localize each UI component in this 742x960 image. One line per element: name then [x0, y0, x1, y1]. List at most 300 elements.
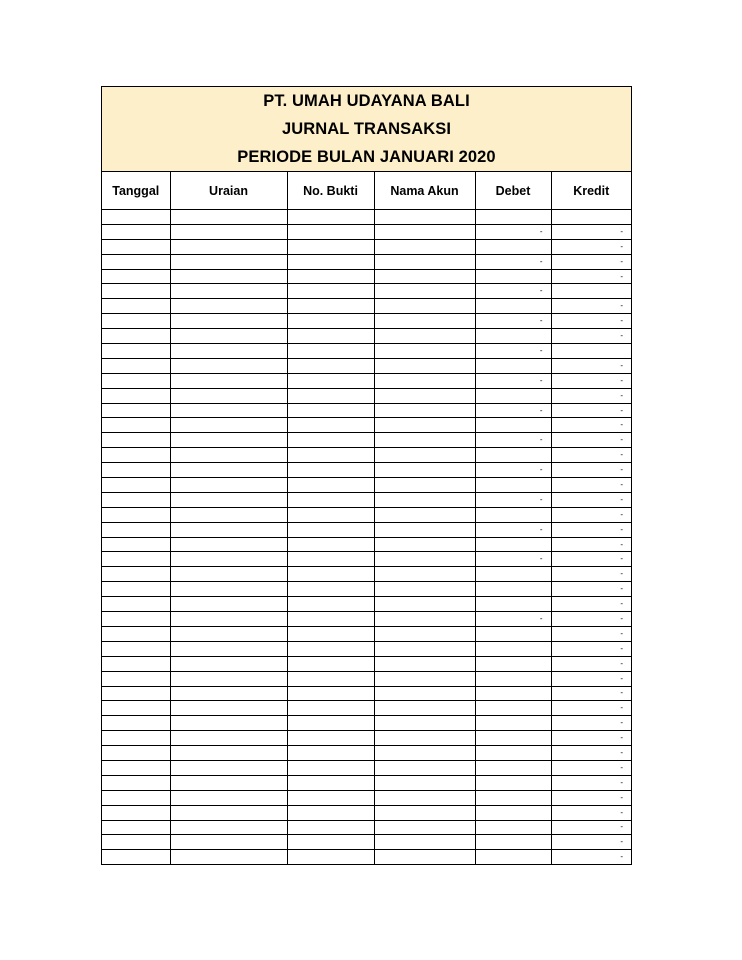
uraian-cell[interactable]	[170, 463, 287, 478]
debet-cell[interactable]: -	[475, 224, 551, 239]
kredit-cell[interactable]: -	[551, 850, 631, 864]
uraian-cell[interactable]	[170, 507, 287, 522]
uraian-cell[interactable]	[170, 746, 287, 761]
table-row	[102, 492, 631, 507]
nama-akun-cell[interactable]	[374, 522, 475, 537]
uraian-cell[interactable]	[170, 373, 287, 388]
nama-akun-cell[interactable]	[374, 671, 475, 686]
tanggal-cell[interactable]	[102, 329, 170, 344]
no-bukti-cell[interactable]	[287, 537, 374, 552]
nama-akun-cell[interactable]	[374, 224, 475, 239]
kredit-cell[interactable]: -	[551, 463, 631, 478]
nama-akun-cell[interactable]	[374, 716, 475, 731]
no-bukti-cell[interactable]	[287, 746, 374, 761]
table-row	[102, 835, 631, 850]
no-bukti-cell[interactable]	[287, 284, 374, 299]
kredit-cell[interactable]: -	[551, 492, 631, 507]
nama-akun-cell[interactable]	[374, 507, 475, 522]
debet-cell[interactable]	[475, 701, 551, 716]
kredit-cell[interactable]: -	[551, 254, 631, 269]
tanggal-cell[interactable]	[102, 299, 170, 314]
kredit-cell[interactable]: -	[551, 522, 631, 537]
debet-cell[interactable]	[475, 746, 551, 761]
debet-cell[interactable]	[475, 388, 551, 403]
debet-cell[interactable]	[475, 537, 551, 552]
kredit-cell[interactable]: -	[551, 537, 631, 552]
uraian-cell[interactable]	[170, 418, 287, 433]
tanggal-cell[interactable]	[102, 522, 170, 537]
table-row	[102, 403, 631, 418]
no-bukti-cell[interactable]	[287, 775, 374, 790]
nama-akun-cell[interactable]	[374, 373, 475, 388]
kredit-cell[interactable]: -	[551, 731, 631, 746]
nama-akun-cell[interactable]	[374, 746, 475, 761]
debet-cell[interactable]	[475, 731, 551, 746]
debet-cell[interactable]	[475, 269, 551, 284]
kredit-cell[interactable]: -	[551, 790, 631, 805]
tanggal-cell[interactable]	[102, 731, 170, 746]
kredit-cell[interactable]: -	[551, 582, 631, 597]
nama-akun-cell[interactable]	[374, 299, 475, 314]
debet-cell[interactable]	[475, 239, 551, 254]
tanggal-cell[interactable]	[102, 626, 170, 641]
tanggal-cell[interactable]	[102, 314, 170, 329]
uraian-cell[interactable]	[170, 582, 287, 597]
no-bukti-cell[interactable]	[287, 433, 374, 448]
uraian-cell[interactable]	[170, 344, 287, 359]
table-row	[102, 656, 631, 671]
debet-cell[interactable]: -	[475, 254, 551, 269]
tanggal-cell[interactable]	[102, 567, 170, 582]
uraian-cell[interactable]	[170, 314, 287, 329]
nama-akun-cell[interactable]	[374, 284, 475, 299]
debet-cell[interactable]: -	[475, 433, 551, 448]
tanggal-cell[interactable]	[102, 552, 170, 567]
uraian-cell[interactable]	[170, 210, 287, 225]
nama-akun-cell[interactable]	[374, 210, 475, 225]
kredit-cell[interactable]: -	[551, 805, 631, 820]
nama-akun-cell[interactable]	[374, 269, 475, 284]
uraian-cell[interactable]	[170, 775, 287, 790]
nama-akun-cell[interactable]	[374, 790, 475, 805]
no-bukti-cell[interactable]	[287, 835, 374, 850]
uraian-cell[interactable]	[170, 731, 287, 746]
tanggal-cell[interactable]	[102, 746, 170, 761]
table-row	[102, 478, 631, 493]
kredit-cell[interactable]: -	[551, 626, 631, 641]
kredit-cell[interactable]: -	[551, 775, 631, 790]
uraian-cell[interactable]	[170, 760, 287, 775]
debet-cell[interactable]: -	[475, 492, 551, 507]
tanggal-cell[interactable]	[102, 254, 170, 269]
uraian-cell[interactable]	[170, 537, 287, 552]
debet-cell[interactable]: -	[475, 284, 551, 299]
no-bukti-cell[interactable]	[287, 418, 374, 433]
kredit-cell[interactable]: -	[551, 552, 631, 567]
col-header-debet: Debet	[475, 172, 551, 210]
debet-cell[interactable]	[475, 820, 551, 835]
tanggal-cell[interactable]	[102, 239, 170, 254]
table-row	[102, 388, 631, 403]
debet-cell[interactable]	[475, 656, 551, 671]
no-bukti-cell[interactable]	[287, 641, 374, 656]
debet-cell[interactable]	[475, 641, 551, 656]
nama-akun-cell[interactable]	[374, 686, 475, 701]
no-bukti-cell[interactable]	[287, 403, 374, 418]
tanggal-cell[interactable]	[102, 269, 170, 284]
no-bukti-cell[interactable]	[287, 582, 374, 597]
uraian-cell[interactable]	[170, 269, 287, 284]
uraian-cell[interactable]	[170, 254, 287, 269]
debet-cell[interactable]	[475, 686, 551, 701]
kredit-cell[interactable]: -	[551, 567, 631, 582]
nama-akun-cell[interactable]	[374, 448, 475, 463]
kredit-cell[interactable]: -	[551, 448, 631, 463]
kredit-cell[interactable]	[551, 284, 631, 299]
uraian-cell[interactable]	[170, 686, 287, 701]
kredit-cell[interactable]: -	[551, 299, 631, 314]
uraian-cell[interactable]	[170, 522, 287, 537]
nama-akun-cell[interactable]	[374, 388, 475, 403]
no-bukti-cell[interactable]	[287, 612, 374, 627]
kredit-cell[interactable]: -	[551, 671, 631, 686]
uraian-cell[interactable]	[170, 239, 287, 254]
uraian-cell[interactable]	[170, 284, 287, 299]
nama-akun-cell[interactable]	[374, 731, 475, 746]
table-row	[102, 567, 631, 582]
debet-cell[interactable]	[475, 299, 551, 314]
uraian-cell[interactable]	[170, 299, 287, 314]
tanggal-cell[interactable]	[102, 403, 170, 418]
nama-akun-cell[interactable]	[374, 478, 475, 493]
table-row	[102, 358, 631, 373]
kredit-cell[interactable]: -	[551, 716, 631, 731]
no-bukti-cell[interactable]	[287, 314, 374, 329]
uraian-cell[interactable]	[170, 388, 287, 403]
debet-cell[interactable]	[475, 716, 551, 731]
table-row	[102, 790, 631, 805]
tanggal-cell[interactable]	[102, 448, 170, 463]
debet-cell[interactable]	[475, 582, 551, 597]
nama-akun-cell[interactable]	[374, 775, 475, 790]
no-bukti-cell[interactable]	[287, 790, 374, 805]
nama-akun-cell[interactable]	[374, 433, 475, 448]
no-bukti-cell[interactable]	[287, 329, 374, 344]
no-bukti-cell[interactable]	[287, 552, 374, 567]
table-row	[102, 329, 631, 344]
no-bukti-cell[interactable]	[287, 492, 374, 507]
table-row	[102, 552, 631, 567]
kredit-cell[interactable]: -	[551, 239, 631, 254]
debet-cell[interactable]	[475, 790, 551, 805]
kredit-cell[interactable]: -	[551, 388, 631, 403]
nama-akun-cell[interactable]	[374, 820, 475, 835]
debet-cell[interactable]	[475, 507, 551, 522]
table-row	[102, 731, 631, 746]
tanggal-cell[interactable]	[102, 775, 170, 790]
table-row	[102, 671, 631, 686]
debet-cell[interactable]	[475, 805, 551, 820]
no-bukti-cell[interactable]	[287, 507, 374, 522]
debet-cell[interactable]	[475, 478, 551, 493]
no-bukti-cell[interactable]	[287, 701, 374, 716]
kredit-cell[interactable]: -	[551, 760, 631, 775]
table-row	[102, 373, 631, 388]
uraian-cell[interactable]	[170, 433, 287, 448]
uraian-cell[interactable]	[170, 790, 287, 805]
kredit-cell[interactable]: -	[551, 686, 631, 701]
nama-akun-cell[interactable]	[374, 418, 475, 433]
nama-akun-cell[interactable]	[374, 805, 475, 820]
tanggal-cell[interactable]	[102, 388, 170, 403]
nama-akun-cell[interactable]	[374, 552, 475, 567]
kredit-cell[interactable]: -	[551, 418, 631, 433]
kredit-cell[interactable]: -	[551, 597, 631, 612]
no-bukti-cell[interactable]	[287, 463, 374, 478]
nama-akun-cell[interactable]	[374, 626, 475, 641]
nama-akun-cell[interactable]	[374, 656, 475, 671]
uraian-cell[interactable]	[170, 567, 287, 582]
uraian-cell[interactable]	[170, 329, 287, 344]
table-row	[102, 701, 631, 716]
no-bukti-cell[interactable]	[287, 626, 374, 641]
debet-cell[interactable]	[475, 671, 551, 686]
tanggal-cell[interactable]	[102, 344, 170, 359]
uraian-cell[interactable]	[170, 448, 287, 463]
tanggal-cell[interactable]	[102, 537, 170, 552]
tanggal-cell[interactable]	[102, 597, 170, 612]
table-row	[102, 716, 631, 731]
no-bukti-cell[interactable]	[287, 522, 374, 537]
no-bukti-cell[interactable]	[287, 224, 374, 239]
kredit-cell[interactable]: -	[551, 329, 631, 344]
debet-cell[interactable]	[475, 358, 551, 373]
tanggal-cell[interactable]	[102, 433, 170, 448]
table-row	[102, 522, 631, 537]
nama-akun-cell[interactable]	[374, 344, 475, 359]
debet-cell[interactable]	[475, 448, 551, 463]
nama-akun-cell[interactable]	[374, 463, 475, 478]
no-bukti-cell[interactable]	[287, 254, 374, 269]
debet-cell[interactable]: -	[475, 522, 551, 537]
uraian-cell[interactable]	[170, 805, 287, 820]
nama-akun-cell[interactable]	[374, 492, 475, 507]
nama-akun-cell[interactable]	[374, 239, 475, 254]
no-bukti-cell[interactable]	[287, 850, 374, 864]
nama-akun-cell[interactable]	[374, 701, 475, 716]
no-bukti-cell[interactable]	[287, 567, 374, 582]
no-bukti-cell[interactable]	[287, 358, 374, 373]
nama-akun-cell[interactable]	[374, 403, 475, 418]
table-row	[102, 850, 631, 864]
uraian-cell[interactable]	[170, 656, 287, 671]
tanggal-cell[interactable]	[102, 478, 170, 493]
uraian-cell[interactable]	[170, 597, 287, 612]
uraian-cell[interactable]	[170, 850, 287, 864]
table-row	[102, 612, 631, 627]
debet-cell[interactable]	[475, 567, 551, 582]
nama-akun-cell[interactable]	[374, 612, 475, 627]
journal-body	[102, 210, 631, 865]
kredit-cell[interactable]: -	[551, 507, 631, 522]
debet-cell[interactable]	[475, 775, 551, 790]
title-block	[102, 87, 631, 172]
tanggal-cell[interactable]	[102, 820, 170, 835]
table-row	[102, 463, 631, 478]
uraian-cell[interactable]	[170, 224, 287, 239]
uraian-cell[interactable]	[170, 671, 287, 686]
tanggal-cell[interactable]	[102, 701, 170, 716]
col-header-kredit: Kredit	[551, 172, 631, 210]
tanggal-cell[interactable]	[102, 641, 170, 656]
kredit-cell[interactable]: -	[551, 746, 631, 761]
no-bukti-cell[interactable]	[287, 671, 374, 686]
no-bukti-cell[interactable]	[287, 373, 374, 388]
nama-akun-cell[interactable]	[374, 850, 475, 864]
uraian-cell[interactable]	[170, 641, 287, 656]
table-row	[102, 254, 631, 269]
no-bukti-cell[interactable]	[287, 478, 374, 493]
nama-akun-cell[interactable]	[374, 567, 475, 582]
kredit-cell[interactable]: -	[551, 656, 631, 671]
uraian-cell[interactable]	[170, 612, 287, 627]
tanggal-cell[interactable]	[102, 612, 170, 627]
tanggal-cell[interactable]	[102, 418, 170, 433]
tanggal-cell[interactable]	[102, 582, 170, 597]
debet-cell[interactable]	[475, 597, 551, 612]
tanggal-cell[interactable]	[102, 358, 170, 373]
kredit-cell[interactable]: -	[551, 269, 631, 284]
no-bukti-cell[interactable]	[287, 820, 374, 835]
no-bukti-cell[interactable]	[287, 344, 374, 359]
debet-cell[interactable]	[475, 760, 551, 775]
tanggal-cell[interactable]	[102, 850, 170, 864]
tanggal-cell[interactable]	[102, 835, 170, 850]
tanggal-cell[interactable]	[102, 671, 170, 686]
table-row	[102, 239, 631, 254]
tanggal-cell[interactable]	[102, 805, 170, 820]
debet-cell[interactable]: -	[475, 403, 551, 418]
uraian-cell[interactable]	[170, 403, 287, 418]
kredit-cell[interactable]	[551, 344, 631, 359]
tanggal-cell[interactable]	[102, 686, 170, 701]
kredit-cell[interactable]: -	[551, 820, 631, 835]
no-bukti-cell[interactable]	[287, 597, 374, 612]
uraian-cell[interactable]	[170, 820, 287, 835]
tanggal-cell[interactable]	[102, 224, 170, 239]
nama-akun-cell[interactable]	[374, 597, 475, 612]
uraian-cell[interactable]	[170, 835, 287, 850]
debet-cell[interactable]: -	[475, 612, 551, 627]
tanggal-cell[interactable]	[102, 760, 170, 775]
uraian-cell[interactable]	[170, 701, 287, 716]
tanggal-cell[interactable]	[102, 790, 170, 805]
debet-cell[interactable]	[475, 850, 551, 864]
debet-cell[interactable]	[475, 210, 551, 225]
table-row	[102, 805, 631, 820]
nama-akun-cell[interactable]	[374, 254, 475, 269]
no-bukti-cell[interactable]	[287, 656, 374, 671]
uraian-cell[interactable]	[170, 626, 287, 641]
tanggal-cell[interactable]	[102, 507, 170, 522]
debet-cell[interactable]: -	[475, 463, 551, 478]
no-bukti-cell[interactable]	[287, 299, 374, 314]
no-bukti-cell[interactable]	[287, 805, 374, 820]
nama-akun-cell[interactable]	[374, 835, 475, 850]
col-header-uraian: Uraian	[170, 172, 287, 210]
company-title: PT. UMAH UDAYANA BALI	[263, 92, 470, 110]
table-row	[102, 433, 631, 448]
kredit-cell[interactable]: -	[551, 403, 631, 418]
debet-cell[interactable]: -	[475, 552, 551, 567]
kredit-cell[interactable]: -	[551, 701, 631, 716]
tanggal-cell[interactable]	[102, 284, 170, 299]
no-bukti-cell[interactable]	[287, 716, 374, 731]
no-bukti-cell[interactable]	[287, 388, 374, 403]
nama-akun-cell[interactable]	[374, 582, 475, 597]
no-bukti-cell[interactable]	[287, 686, 374, 701]
no-bukti-cell[interactable]	[287, 239, 374, 254]
tanggal-cell[interactable]	[102, 656, 170, 671]
table-row	[102, 448, 631, 463]
debet-cell[interactable]: -	[475, 344, 551, 359]
uraian-cell[interactable]	[170, 552, 287, 567]
tanggal-cell[interactable]	[102, 373, 170, 388]
debet-cell[interactable]	[475, 329, 551, 344]
debet-cell[interactable]	[475, 835, 551, 850]
table-row	[102, 582, 631, 597]
kredit-cell[interactable]: -	[551, 641, 631, 656]
kredit-cell[interactable]	[551, 210, 631, 225]
kredit-cell[interactable]: -	[551, 478, 631, 493]
nama-akun-cell[interactable]	[374, 760, 475, 775]
kredit-cell[interactable]: -	[551, 612, 631, 627]
kredit-cell[interactable]: -	[551, 358, 631, 373]
debet-cell[interactable]	[475, 626, 551, 641]
no-bukti-cell[interactable]	[287, 269, 374, 284]
no-bukti-cell[interactable]	[287, 210, 374, 225]
debet-cell[interactable]	[475, 418, 551, 433]
kredit-cell[interactable]: -	[551, 314, 631, 329]
no-bukti-cell[interactable]	[287, 760, 374, 775]
report-title: JURNAL TRANSAKSI	[281, 120, 452, 138]
nama-akun-cell[interactable]	[374, 358, 475, 373]
nama-akun-cell[interactable]	[374, 641, 475, 656]
nama-akun-cell[interactable]	[374, 314, 475, 329]
nama-akun-cell[interactable]	[374, 537, 475, 552]
table-row	[102, 299, 631, 314]
kredit-cell[interactable]: -	[551, 373, 631, 388]
debet-cell[interactable]: -	[475, 314, 551, 329]
uraian-cell[interactable]	[170, 358, 287, 373]
tanggal-cell[interactable]	[102, 463, 170, 478]
kredit-cell[interactable]: -	[551, 224, 631, 239]
kredit-cell[interactable]: -	[551, 835, 631, 850]
tanggal-cell[interactable]	[102, 716, 170, 731]
no-bukti-cell[interactable]	[287, 448, 374, 463]
nama-akun-cell[interactable]	[374, 329, 475, 344]
col-header-nama-akun: Nama Akun	[374, 172, 475, 210]
kredit-cell[interactable]: -	[551, 433, 631, 448]
uraian-cell[interactable]	[170, 478, 287, 493]
no-bukti-cell[interactable]	[287, 731, 374, 746]
table-row	[102, 210, 631, 225]
debet-cell[interactable]: -	[475, 373, 551, 388]
tanggal-cell[interactable]	[102, 492, 170, 507]
uraian-cell[interactable]	[170, 492, 287, 507]
uraian-cell[interactable]	[170, 716, 287, 731]
tanggal-cell[interactable]	[102, 210, 170, 225]
